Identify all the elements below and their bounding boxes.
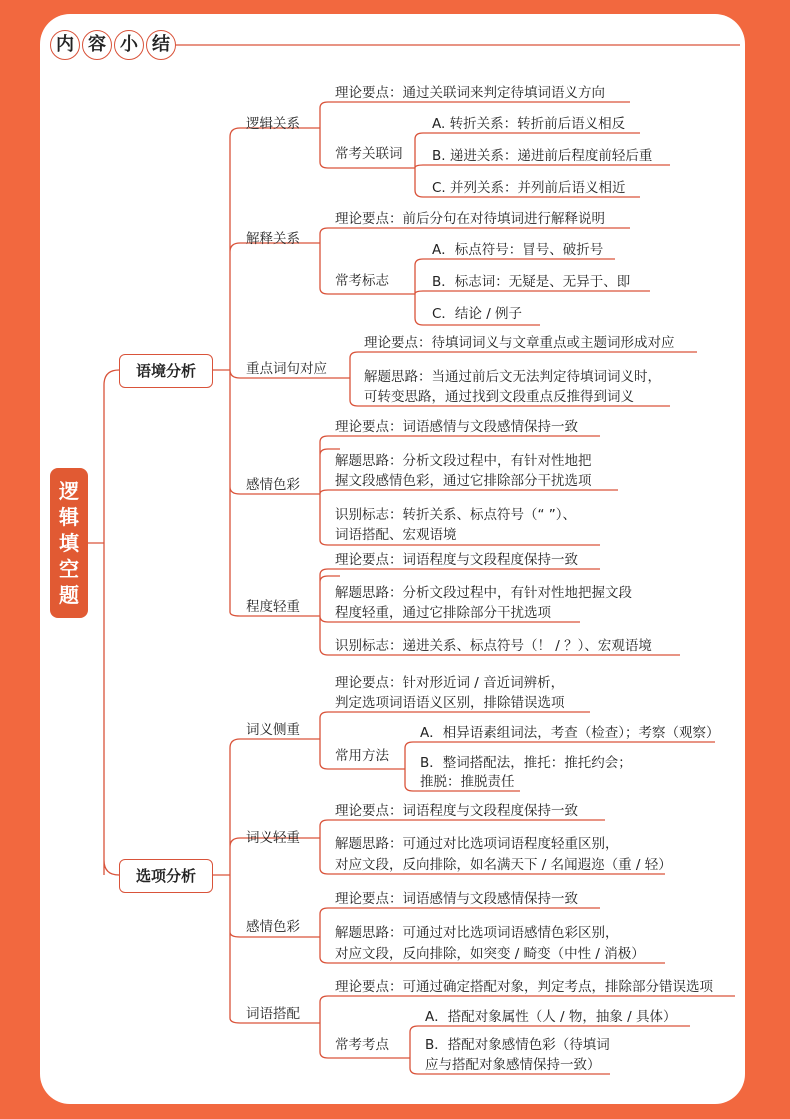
node-text: 理论要点：词语感情与文段感情保持一致 (335, 891, 578, 907)
node-text: 推脱：推脱责任 (420, 774, 515, 790)
branch-key-sentence: 重点词句对应 (246, 361, 327, 377)
node-text: 解题思路：分析文段过程中，有针对性地把 (335, 453, 592, 469)
node-text: B．搭配对象感情色彩（待填词 (425, 1037, 610, 1053)
node-text: 对应文段，反向排除，如名满天下 / 名闻遐迩（重 / 轻） (335, 857, 672, 873)
branch-collocation: 词语搭配 (246, 1006, 300, 1022)
node-text: 识别标志：转折关系、标点符号（“ ”）、 (335, 507, 577, 523)
node-text: 解题思路：可通过对比选项词语感情色彩区别， (335, 925, 619, 941)
node-text: 理论要点：通过关联词来判定待填词语义方向 (335, 85, 605, 101)
node-text: B. 递进关系：递进前后程度前轻后重 (432, 148, 653, 164)
node-text: 解题思路：当通过前后文无法判定待填词词义时， (364, 369, 661, 385)
node-text: 对应文段，反向排除，如突变 / 畸变（中性 / 消极） (335, 946, 645, 962)
node-text: 理论要点：词语感情与文段感情保持一致 (335, 419, 578, 435)
node-text: B．整词搭配法，推托：推托约会； (420, 755, 632, 771)
node-text: 常考关联词 (335, 146, 403, 162)
node-text: A．标点符号：冒号、破折号 (432, 242, 604, 258)
node-text: 常考标志 (335, 273, 389, 289)
node-text: 应与搭配对象感情保持一致） (425, 1057, 601, 1073)
branch-emotion: 感情色彩 (246, 477, 300, 493)
node-text: 解题思路：可通过对比选项词语程度轻重区别， (335, 836, 619, 852)
node-text: A．搭配对象属性（人 / 物，抽象 / 具体） (425, 1009, 677, 1025)
node-text: 理论要点：可通过确定搭配对象，判定考点，排除部分错误选项 (335, 979, 713, 995)
branch-logic-relation: 逻辑关系 (246, 116, 300, 132)
title-char: 小 (114, 30, 144, 60)
node-text: 常用方法 (335, 748, 389, 764)
branch-emotion-2: 感情色彩 (246, 919, 300, 935)
node-text: 词语搭配、宏观语境 (335, 527, 457, 543)
node-text: A．相异语素组词法，考查（检查）；考察（观察） (420, 725, 720, 741)
title-char: 结 (146, 30, 176, 60)
node-text: C. 并列关系：并列前后语义相近 (432, 180, 626, 196)
node-text: 判定选项词语语义区别，排除错误选项 (335, 695, 565, 711)
root-node-label: 逻辑填空题 (59, 479, 79, 607)
branch-meaning-degree: 词义轻重 (246, 830, 300, 846)
category-context-analysis: 语境分析 (119, 354, 213, 388)
node-text: 理论要点：前后分句在对待填词进行解释说明 (335, 211, 605, 227)
node-text: C．结论 / 例子 (432, 306, 523, 322)
node-text: B．标志词：无疑是、无异于、即 (432, 274, 631, 290)
node-text: 程度轻重，通过它排除部分干扰选项 (335, 605, 551, 621)
node-text: 可转变思路，通过找到文段重点反推得到词义 (364, 389, 634, 405)
category-option-analysis: 选项分析 (119, 859, 213, 893)
node-text: 理论要点：针对形近词 / 音近词辨析， (335, 675, 565, 691)
branch-degree: 程度轻重 (246, 599, 300, 615)
node-text: 理论要点：词语程度与文段程度保持一致 (335, 803, 578, 819)
node-text: A. 转折关系：转折前后语义相反 (432, 116, 626, 132)
node-text: 理论要点：词语程度与文段程度保持一致 (335, 552, 578, 568)
node-text: 识别标志：递进关系、标点符号（！ / ？）、宏观语境 (335, 638, 652, 654)
node-text: 常考考点 (335, 1037, 389, 1053)
branch-explain-relation: 解释关系 (246, 231, 300, 247)
node-text: 解题思路：分析文段过程中，有针对性地把握文段 (335, 585, 632, 601)
node-text: 理论要点：待填词词义与文章重点或主题词形成对应 (364, 335, 675, 351)
title-char: 容 (82, 30, 112, 60)
title-char: 内 (50, 30, 80, 60)
node-text: 握文段感情色彩，通过它排除部分干扰选项 (335, 473, 592, 489)
branch-meaning-focus: 词义侧重 (246, 722, 300, 738)
